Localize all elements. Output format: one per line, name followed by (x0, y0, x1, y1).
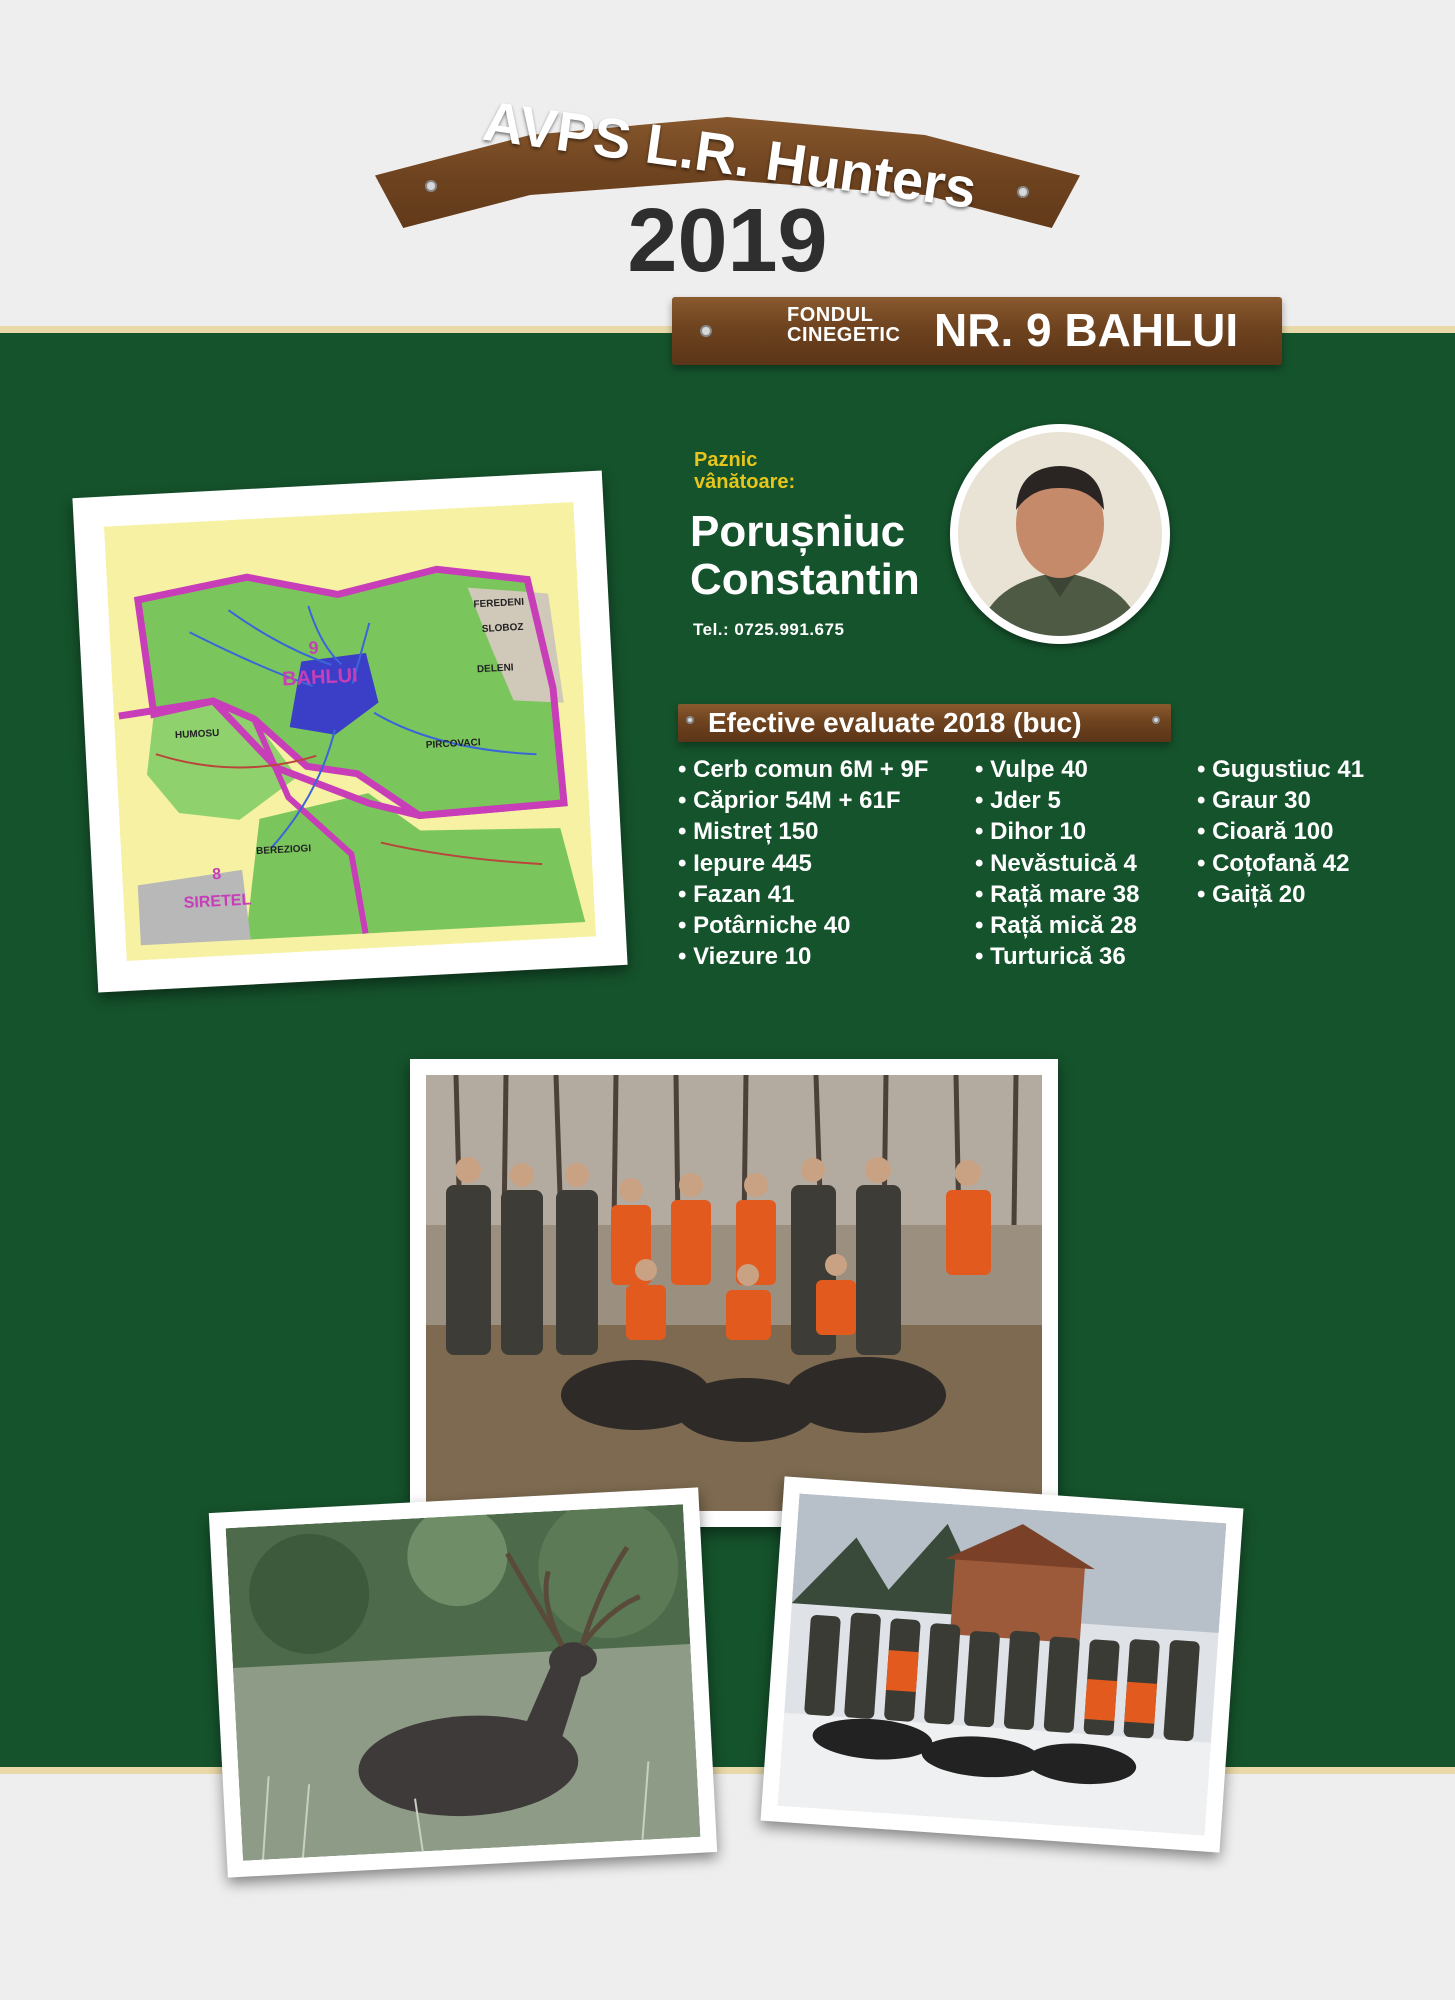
fond-label-line2: CINEGETIC (787, 324, 901, 346)
list-item: • Gaiță 20 (1197, 879, 1364, 910)
map-label-humosu: HUMOSU (174, 727, 220, 742)
map-label-8: 8 (211, 865, 222, 884)
list-item: • Iepure 445 (678, 848, 928, 879)
guard-label-line2: vânătoare: (694, 471, 796, 493)
page-title: AVPS L.R. Hunters (479, 88, 981, 221)
fond-label (787, 305, 900, 345)
winter-photo-image (778, 1493, 1227, 1835)
map-label-feredeni: FEREDENI (473, 596, 525, 611)
list-item: • Fazan 41 (678, 879, 928, 910)
fond-name: NR. 9 BAHLUI (934, 304, 1239, 356)
list-item: • Rață mare 38 (975, 879, 1140, 910)
list-item: • Graur 30 (1197, 785, 1364, 816)
map-label-pircovaci: PIRCOVACI (425, 737, 481, 752)
list-item: • Mistreț 150 (678, 816, 928, 847)
fond-banner (672, 297, 1282, 365)
map-label-siretel: SIRETEL (183, 891, 252, 912)
list-item: • Dihor 10 (975, 816, 1140, 847)
guard-portrait-image (958, 432, 1162, 636)
map-label-bereziogi: BEREZIOGI (255, 843, 312, 858)
list-item: • Jder 5 (975, 785, 1140, 816)
map-label-bahlui: BAHLUI (281, 664, 359, 691)
list-item: • Căprior 54M + 61F (678, 785, 928, 816)
effective-list-col3 (1197, 754, 1364, 910)
effective-title: Efective evaluate 2018 (buc) (708, 707, 1082, 738)
deer-photo-image (226, 1504, 701, 1861)
rivet-icon (686, 716, 694, 724)
guard-last-name: Constantin (690, 555, 920, 604)
group-hunt-photo (410, 1059, 1058, 1527)
year-heading: 2019 (627, 191, 828, 291)
map-label-9: 9 (308, 637, 320, 659)
map-label-sloboz: SLOBOZ (481, 621, 524, 635)
rivet-icon (1152, 716, 1160, 724)
effective-banner (678, 704, 1171, 742)
rivet-icon (700, 325, 712, 337)
list-item: • Turturică 36 (975, 941, 1140, 972)
effective-list-col1 (678, 754, 928, 972)
guard-avatar (950, 424, 1170, 644)
list-item: • Cioară 100 (1197, 816, 1364, 847)
winter-hunt-photo (761, 1476, 1244, 1852)
list-item: • Cerb comun 6M + 9F (678, 754, 928, 785)
map-image (104, 502, 596, 961)
guard-first-name: Porușniuc (690, 507, 906, 556)
list-item: • Rață mică 28 (975, 910, 1140, 941)
list-item: • Coțofană 42 (1197, 848, 1364, 879)
list-item: • Viezure 10 (678, 941, 928, 972)
guard-phone: Tel.: 0725.991.675 (693, 620, 845, 639)
list-item: • Potârniche 40 (678, 910, 928, 941)
list-item: • Vulpe 40 (975, 754, 1140, 785)
guard-label (694, 449, 795, 493)
map-label-deleni: DELENI (476, 662, 514, 676)
fond-label-line1: FONDUL (787, 304, 874, 326)
guard-name (690, 508, 920, 604)
list-item: • Nevăstuică 4 (975, 848, 1140, 879)
group-photo-image (426, 1075, 1042, 1511)
hunting-ground-map (72, 470, 627, 992)
list-item: • Gugustiuc 41 (1197, 754, 1364, 785)
effective-list-col2 (975, 754, 1140, 972)
guard-label-line1: Paznic (694, 449, 758, 471)
deer-photo (209, 1487, 717, 1877)
